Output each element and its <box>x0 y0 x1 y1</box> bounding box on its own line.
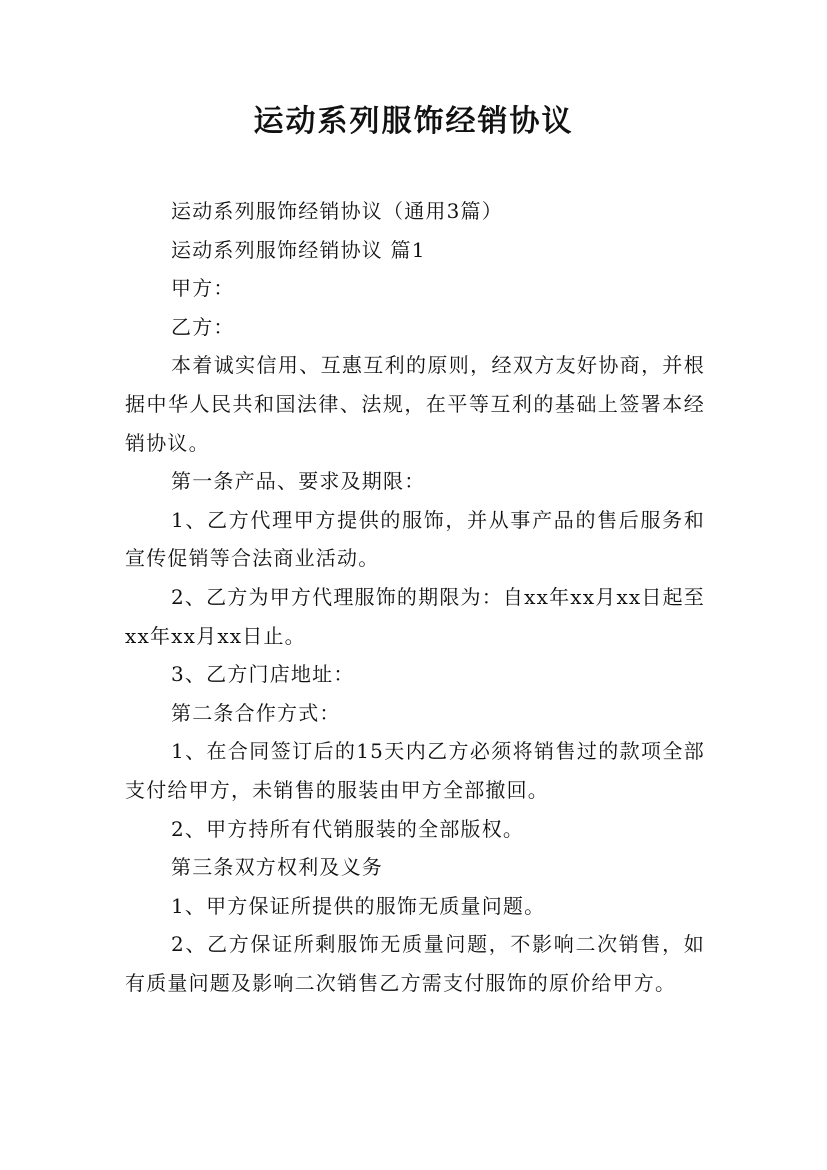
paragraph-section-2-heading: 第二条合作方式： <box>171 700 341 725</box>
document-body <box>125 192 705 1002</box>
paragraph-party-b: 乙方： <box>171 314 235 339</box>
paragraph-article-heading: 运动系列服饰经销协议 篇1 <box>171 237 426 262</box>
paragraph-section-1-heading: 第一条产品、要求及期限： <box>171 469 426 494</box>
paragraph-collection-title: 运动系列服饰经销协议（通用3篇） <box>171 199 503 223</box>
paragraph-section-2-item-1: 1、在合同签订后的15天内乙方必须将销售过的款项全部支付给甲方，未销售的服装由甲方全部撤回。 <box>125 739 705 802</box>
paragraph-preamble: 本着诚实信用、互惠互利的原则，经双方友好协商，并根据中华人民共和国法律、法规，在平等互利的基础上签署本经销协议。 <box>125 353 705 455</box>
paragraph-section-1-item-3: 3、乙方门店地址： <box>171 662 355 687</box>
paragraph-party-a: 甲方： <box>171 276 235 301</box>
paragraph-section-1-item-1: 1、乙方代理甲方提供的服饰，并从事产品的售后服务和宣传促销等合法商业活动。 <box>125 507 705 571</box>
paragraph-section-3-item-2: 2、乙方保证所剩服饰无质量问题，不影响二次销售，如有质量问题及影响二次销售乙方需支付服饰的原价给甲方。 <box>125 932 705 995</box>
paragraph-section-1-item-2: 2、乙方为甲方代理服饰的期限为：自xx年xx月xx日起至xx年xx月xx日止。 <box>125 584 705 648</box>
paragraph-section-2-item-2: 2、甲方持所有代销服装的全部版权。 <box>171 816 525 841</box>
paragraph-section-3-heading: 第三条双方权利及义务 <box>171 855 383 880</box>
document-title: 运动系列服饰经销协议 <box>253 104 574 139</box>
paragraph-section-3-item-1: 1、甲方保证所提供的服饰无质量问题。 <box>171 893 546 918</box>
